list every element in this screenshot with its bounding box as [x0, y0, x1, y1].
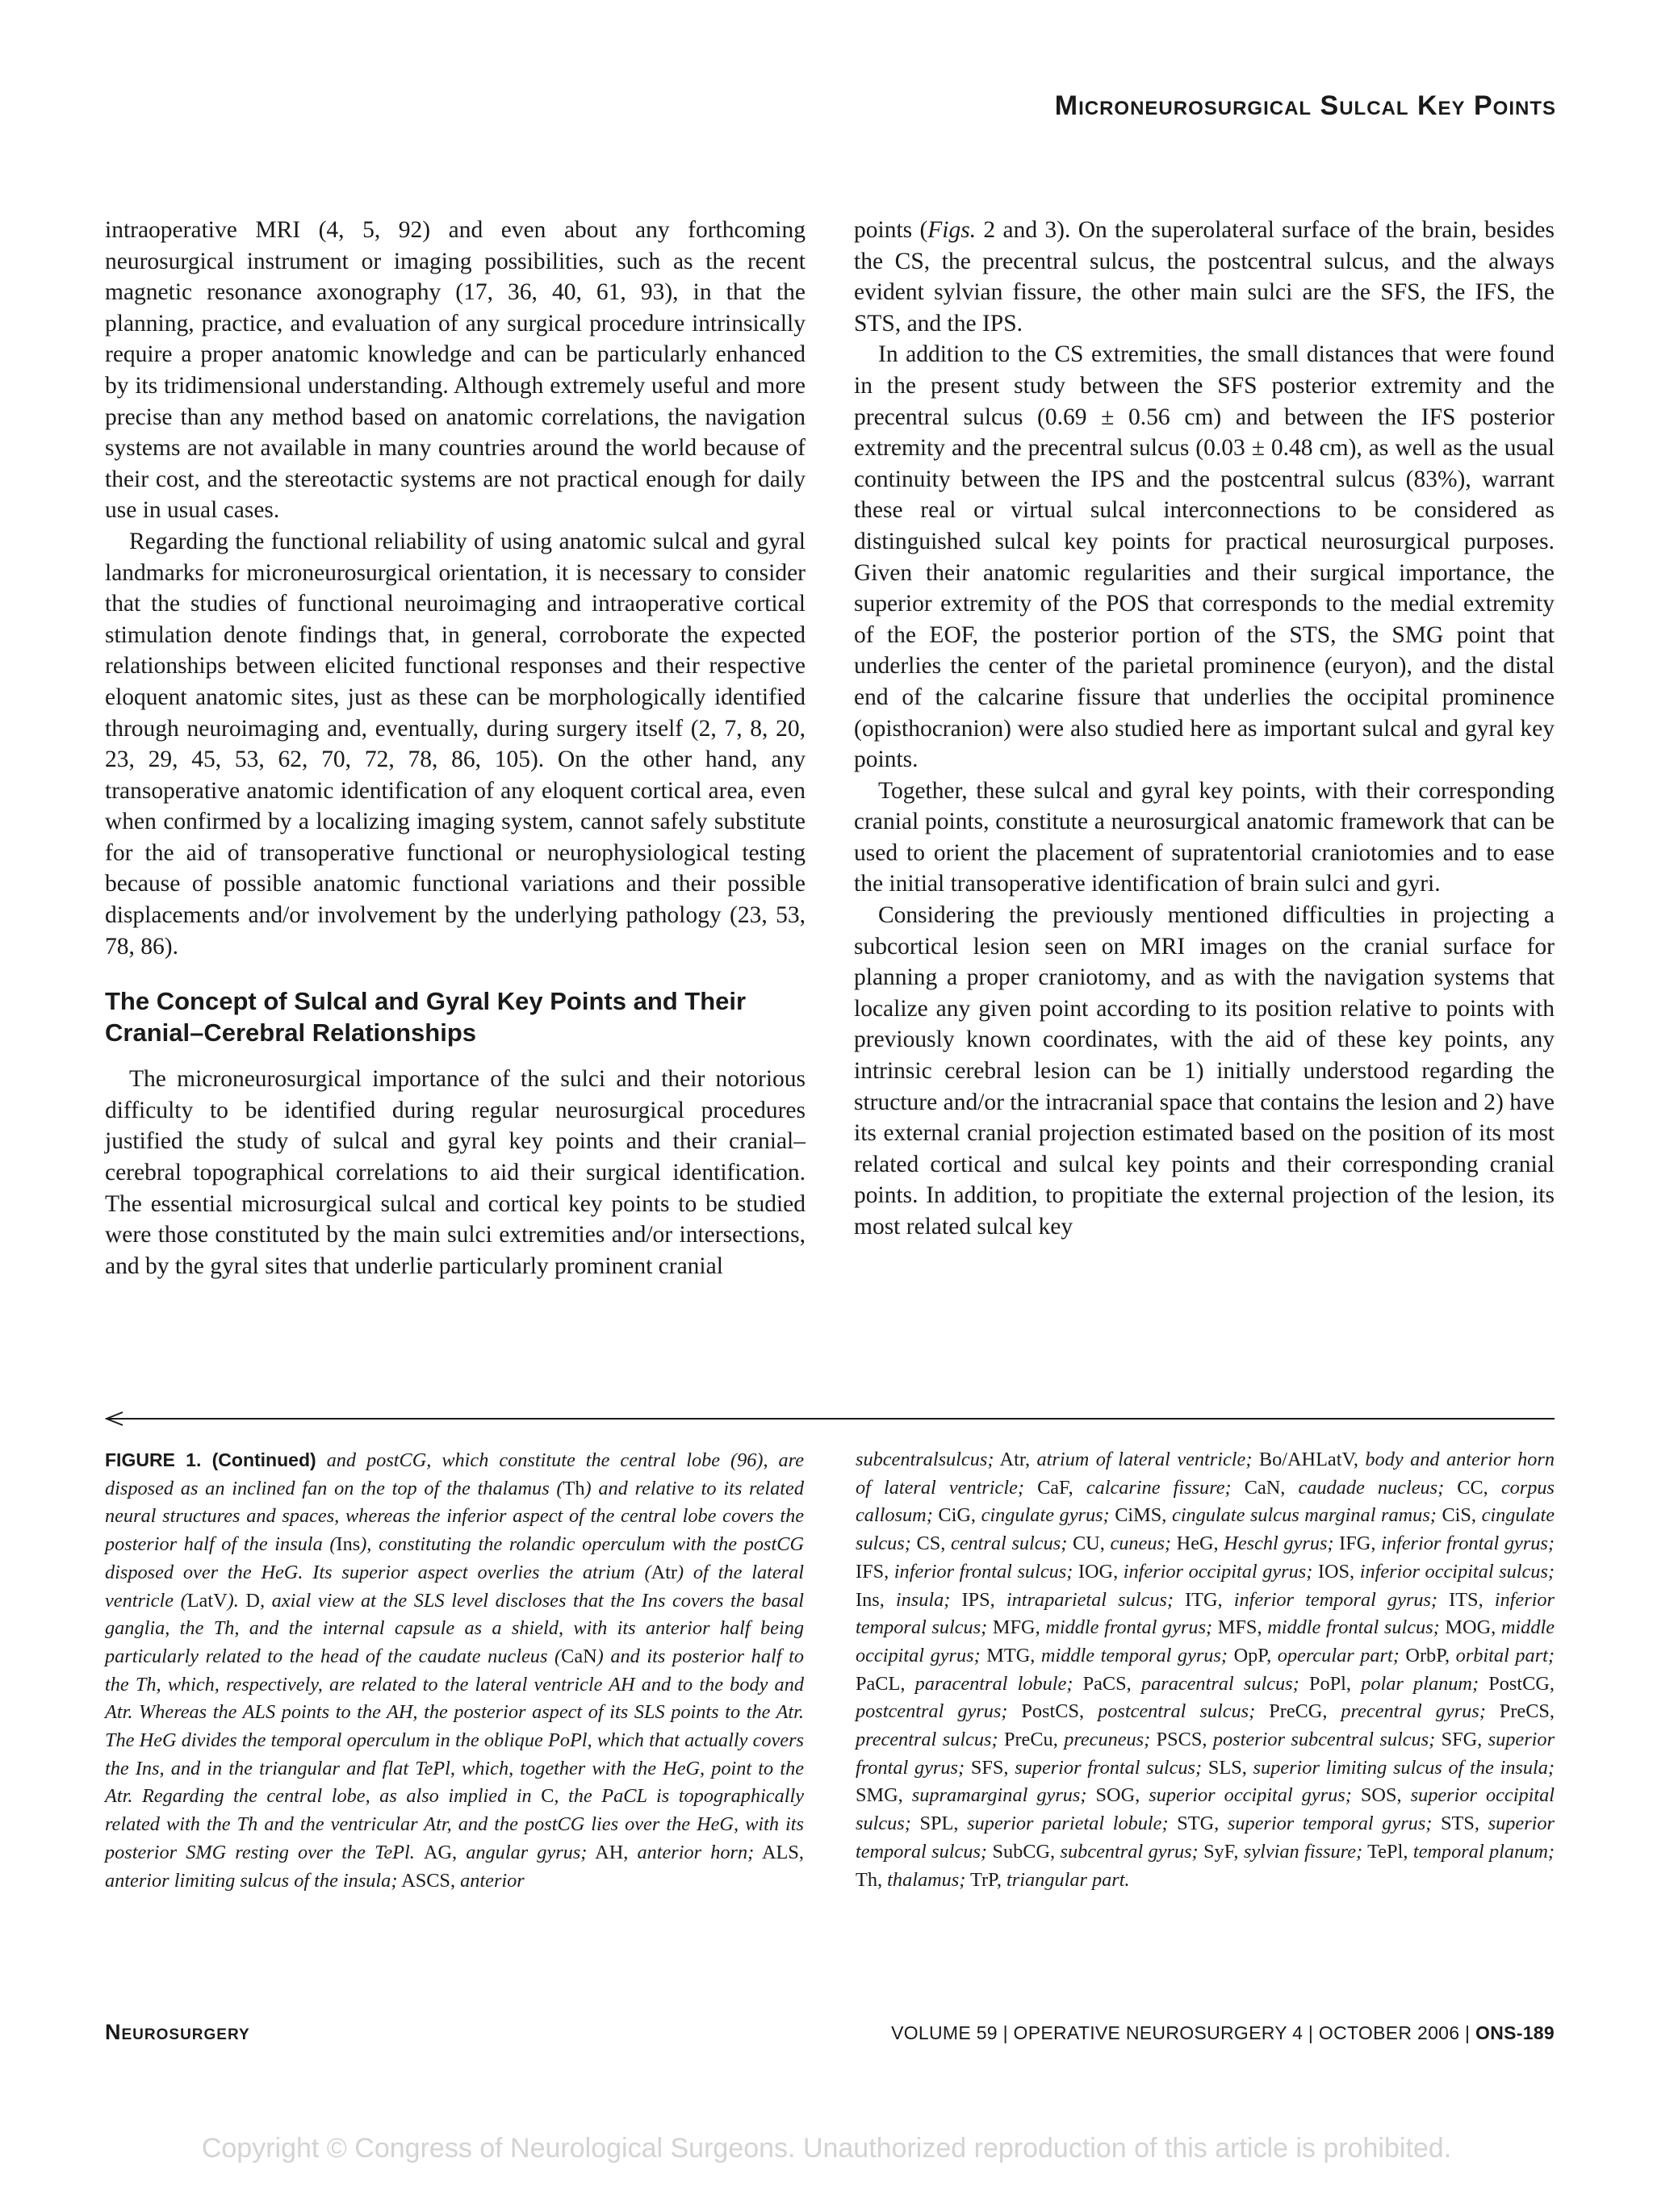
caption-definition: paracentral sulcus; [1140, 1672, 1299, 1695]
caption-definition: middle temporal gyrus; [1040, 1644, 1228, 1666]
caption-term: IOS, [1312, 1560, 1360, 1583]
caption-definition: subcentralsulcus; [856, 1449, 994, 1470]
caption-term: MFG, [987, 1616, 1046, 1639]
caption-definition: ), constituting the rolandic operculum with the postCG disposed over the HeG. Its superior aspect overlies the atrium ( [105, 1533, 804, 1583]
caption-definition: ) of the lateral ventricle ( [105, 1561, 804, 1612]
caption-term: Ins [336, 1533, 361, 1556]
caption-term: Th, [856, 1868, 888, 1891]
caption-definition: paracentral lobule; [914, 1672, 1073, 1695]
caption-definition: ) and its posterior half to the Th, which, respectively, are related to the lateral ventricle AH and to the body and Atr. Whereas the ALS points to the AH, the posterior aspect of its SLS points to the Atr. The HeG divides the temporal operculum in the oblique PoPl, which that actually covers the Ins, and in the triangular and flat TePl, which, together with the HeG, point to the Atr. Regarding the central lobe, as also implied in [105, 1645, 804, 1808]
caption-term: PSCS, [1150, 1729, 1213, 1751]
right-text-column [854, 215, 1555, 1243]
caption-term: AG, [423, 1841, 467, 1863]
caption-definition: precentral gyrus; [1341, 1700, 1486, 1723]
caption-definition: inferior temporal gyrus; [1233, 1588, 1438, 1611]
caption-definition: and postCG, which constitute the central lobe (96), are disposed as an inclined fan on the top of the thalamus ( [105, 1449, 804, 1499]
caption-term: PreCS, [1485, 1700, 1555, 1723]
caption-term: SubCG, [987, 1840, 1061, 1863]
caption-definition: supramarginal gyrus; [911, 1784, 1087, 1807]
caption-term: Th [563, 1477, 585, 1499]
caption-definition: anterior [460, 1869, 525, 1892]
body-paragraph: Together, these sulcal and gyral key points, with their corresponding cranial points, constitute a neurosurgical anatomic framework that can be used to orient the placement of supratentorial craniotomies and to ease the initial transoperative identification of brain sulci and gyri. [854, 777, 1555, 897]
caption-term: IOG, [1073, 1560, 1124, 1583]
caption-term: CaN, [1231, 1476, 1299, 1499]
caption-term: PaCS, [1073, 1672, 1141, 1695]
caption-definition: ). [227, 1589, 246, 1612]
caption-term: CS, [910, 1533, 951, 1555]
caption-definition: middle frontal sulcus; [1267, 1616, 1440, 1639]
caption-term: CiMS, [1109, 1504, 1172, 1527]
caption-term: TrP, [965, 1868, 1007, 1891]
caption-definition: anterior horn; [637, 1841, 755, 1863]
caption-term: Ins, [856, 1588, 896, 1611]
caption-definition: cingulate gyrus; [981, 1504, 1110, 1527]
caption-definition: inferior frontal sulcus; [893, 1560, 1073, 1583]
caption-term: ALS, [754, 1841, 804, 1863]
caption-term: D [245, 1589, 260, 1612]
caption-definition: postcentral gyrus; [856, 1700, 1008, 1723]
caption-term: SFG, [1435, 1729, 1488, 1751]
caption-definition: superior temporal gyrus; [1227, 1813, 1433, 1835]
caption-definition: precuneus; [1064, 1729, 1151, 1751]
caption-term: IFG, [1333, 1533, 1382, 1555]
caption-term: PoPl, [1299, 1672, 1362, 1695]
caption-term: CiS, [1436, 1504, 1482, 1527]
caption-definition: central sulcus; [950, 1533, 1068, 1555]
caption-definition: cingulate sulcus marginal ramus; [1171, 1504, 1437, 1527]
caption-term: SyF, [1198, 1840, 1244, 1863]
caption-term: Atr [651, 1561, 677, 1583]
caption-term: MOG, [1439, 1616, 1501, 1639]
caption-definition: body and anterior horn of lateral ventricle; [856, 1449, 1555, 1499]
caption-term: SMG, [856, 1784, 912, 1807]
caption-term: PreCu, [998, 1729, 1065, 1751]
journal-name: Neurosurgery [105, 2020, 250, 2044]
caption-term: CU, [1067, 1533, 1111, 1555]
caption-term: OpP, [1228, 1644, 1278, 1666]
caption-term: CaF, [1023, 1476, 1086, 1499]
caption-term: SLS, [1202, 1756, 1253, 1779]
caption-definition: , the PaCL is topographically related with the Th and the ventricular Atr, and the postCG lies over the HeG, with its posterior SMG resting over the TePl. [105, 1785, 805, 1863]
caption-term: ITS, [1437, 1588, 1495, 1611]
caption-term: SPL, [910, 1813, 968, 1835]
caption-definition: calcarine fissure; [1086, 1476, 1232, 1499]
copyright-watermark: Copyright © Congress of Neurological Surgeons. Unauthorized reproduction of this article is prohibited. [201, 2133, 1452, 2164]
caption-definition: superior frontal sulcus; [1015, 1756, 1203, 1779]
body-paragraph: The microneurosurgical importance of the sulci and their notorious difficulty to be identified during regular neurosurgical procedures justified the study of sulcal and gyral key points and their cranial–cerebral topographical correlations to aid their surgical identification. The essential microsurgical sulcal and cortical key points to be studied were those constituted by the main sulci extremities and/or intersections, and by the gyral sites that underlie particularly prominent cranial [105, 1066, 806, 1279]
caption-definition: triangular part. [1006, 1868, 1130, 1891]
caption-definition: cuneus; [1110, 1533, 1172, 1555]
caption-definition: superior occipital sulcus; [856, 1784, 1555, 1835]
figure-label: FIGURE 1. (Continued) [105, 1449, 316, 1470]
caption-term: CiG, [932, 1504, 981, 1527]
caption-definition: sylvian fissure; [1243, 1840, 1363, 1863]
caption-definition: superior parietal lobule; [967, 1813, 1169, 1835]
body-paragraph: Regarding the functional reliability of using anatomic sulcal and gyral landmarks for microneurosurgical orientation, it is necessary to consider that the studies of functional neuroimaging and intraoperative cortical stimulation denote findings that, in general, corroborate the expected relationships between elicited functional responses and their respective eloquent anatomic sites, just as these can be morphologically identified through neuroimaging and, eventually, during surgery itself (2, 7, 8, 20, 23, 29, 45, 53, 62, 70, 72, 78, 86, 105). On the other hand, any transoperative anatomic identification of any eloquent cortical area, even when confirmed by a localizing imaging system, cannot safely substitute for the aid of transoperative functional or neurophysiological testing because of possible anatomic functional variations and their possible displacements and/or involvement by the underlying pathology (23, 53, 78, 86). [105, 528, 806, 960]
caption-definition: polar planum; [1361, 1672, 1479, 1695]
caption-term: C [541, 1785, 554, 1808]
caption-term: IFS, [856, 1560, 894, 1583]
section-heading: The Concept of Sulcal and Gyral Key Points and Their Cranial–Cerebral Relationships [105, 987, 747, 1047]
caption-definition: ) and relative to its related neural structures and spaces, whereas the inferior aspect of the central lobe covers the posterior half of the insula ( [105, 1477, 804, 1556]
caption-term: MTG, [980, 1644, 1041, 1666]
caption-term: CC, [1444, 1476, 1501, 1499]
text-segment: points ( [854, 217, 928, 243]
caption-definition: middle occipital gyrus; [856, 1616, 1555, 1666]
caption-term: HeG, [1171, 1533, 1224, 1555]
caption-divider-arrow [105, 1411, 1555, 1427]
body-paragraph: Considering the previously mentioned difficulties in projecting a subcortical lesion seen on MRI images on the cranial surface for planning a proper craniotomy, and as with the navigation systems that localize any given point according to its position relative to points with previously known coordinates, with the aid of these key points, any intrinsic cerebral lesion can be 1) initially understood regarding the structure and/or the intracranial space that contains the lesion and 2) have its external cranial projection estimated based on the position of its most related cortical and sulcal key points and their corresponding cranial points. In addition, to propitiate the external projection of the lesion, its most related sulcal key [854, 902, 1555, 1240]
caption-term: STG, [1168, 1813, 1228, 1835]
figure-caption-left [105, 1446, 804, 1895]
caption-term: ITG, [1173, 1588, 1234, 1611]
page-number: ONS-189 [1475, 2022, 1555, 2043]
caption-definition: , axial view at the SLS level discloses that the Ins covers the basal ganglia, the Th, and the internal capsule as a shield, with its anterior half being particularly related to the head of the caudate nucleus ( [105, 1589, 804, 1667]
caption-term: PostCG, [1479, 1672, 1555, 1695]
figure-reference: Figs. [927, 217, 977, 243]
caption-term: SOS, [1351, 1784, 1411, 1807]
caption-definition: superior limiting sulcus of the insula; [1253, 1756, 1555, 1779]
caption-term: STS, [1432, 1813, 1488, 1835]
caption-definition: superior frontal gyrus; [856, 1729, 1555, 1779]
caption-term: TePl, [1362, 1840, 1413, 1863]
text-segment: 2 and 3). On the superolateral surface of the brain, besides the CS, the precentral sulcus, the postcentral sulcus, and the always evident sylvian fissure, the other main sulci are the SFS, the IFS, the STS, and the IPS. [854, 217, 1555, 337]
caption-definition: orbital part; [1455, 1644, 1555, 1666]
caption-definition: superior occipital gyrus; [1149, 1784, 1352, 1807]
caption-term: MFS, [1212, 1616, 1268, 1639]
caption-definition: insula; [895, 1588, 951, 1611]
body-paragraph: intraoperative MRI (4, 5, 92) and even about any forthcoming neurosurgical instrument or imaging possibilities, such as the recent magnetic resonance axonography (17, 36, 40, 61, 93), in that the planning, practice, and evaluation of any surgical procedure intrinsically require a proper anatomic knowledge and can be particularly enhanced by its tridimensional understanding. Although extremely useful and more precise than any method based on anatomic correlations, the navigation systems are not available in many countries around the world because of their cost, and the stereotactic systems are not practical enough for daily use in usual cases. [105, 217, 806, 524]
left-text-column [105, 215, 806, 1282]
body-paragraph [854, 215, 1555, 339]
volume-info: VOLUME 59 | OPERATIVE NEUROSURGERY 4 | OCTOBER 2006 | [891, 2022, 1476, 2043]
caption-term: AH, [587, 1841, 638, 1863]
caption-definition: inferior temporal sulcus; [856, 1588, 1555, 1639]
caption-definition: intraparietal sulcus; [1006, 1588, 1174, 1611]
caption-definition: anterior limiting sulcus of the insula; [105, 1869, 398, 1892]
caption-term: ASCS, [397, 1869, 461, 1892]
caption-term: LatV [186, 1589, 228, 1612]
caption-term: SOG, [1086, 1784, 1149, 1807]
caption-definition: precentral sulcus; [856, 1729, 998, 1751]
caption-definition: thalamus; [887, 1868, 966, 1891]
caption-term: PostCS, [1007, 1700, 1099, 1723]
caption-term: OrbP, [1399, 1644, 1456, 1666]
caption-definition: angular gyrus; [466, 1841, 588, 1863]
issue-info [891, 2022, 1555, 2044]
caption-term: PaCL, [856, 1672, 915, 1695]
caption-term: CaN [561, 1645, 597, 1667]
figure-caption-right [856, 1446, 1555, 1894]
caption-term: IPS, [950, 1588, 1006, 1611]
caption-definition: caudade nucleus; [1298, 1476, 1445, 1499]
caption-definition: cingulate sulcus; [856, 1504, 1555, 1555]
caption-definition: subcentral gyrus; [1060, 1840, 1199, 1863]
caption-term: PreCG, [1255, 1700, 1341, 1723]
caption-definition: opercular part; [1277, 1644, 1400, 1666]
caption-definition: superior temporal sulcus; [856, 1813, 1555, 1863]
caption-term: SFS, [965, 1756, 1015, 1779]
caption-term: Atr, [994, 1449, 1037, 1470]
caption-definition: inferior frontal gyrus; [1381, 1533, 1555, 1555]
caption-definition: temporal planum; [1412, 1840, 1555, 1863]
caption-definition: Heschl gyrus; [1224, 1533, 1334, 1555]
running-title: Microneurosurgical Sulcal Key Points [1054, 90, 1556, 121]
body-paragraph: In addition to the CS extremities, the small distances that were found in the present study between the SFS posterior extremity and the precentral sulcus (0.69 ± 0.56 cm) and between the IFS posterior extremity and the precentral sulcus (0.03 ± 0.48 cm), as well as the usual continuity between the IPS and the postcentral sulcus (83%), warrant these real or virtual sulcal interconnections to be considered as distinguished sulcal key points for practical neurosurgical purposes. Given their anatomic regularities and their surgical importance, the superior extremity of the POS that corresponds to the medial extremity of the EOF, the posterior portion of the STS, the SMG point that underlies the center of the parietal prominence (euryon), and the distal end of the calcarine fissure that underlies the occipital prominence (opisthocranion) were also studied here as important sulcal and gyral key points. [854, 341, 1555, 773]
caption-definition: atrium of lateral ventricle; [1036, 1449, 1253, 1470]
caption-definition: postcentral sulcus; [1098, 1700, 1256, 1723]
caption-definition: middle frontal gyrus; [1045, 1616, 1213, 1639]
caption-definition: inferior occipital gyrus; [1123, 1560, 1313, 1583]
caption-definition: corpus callosum; [856, 1476, 1555, 1527]
caption-term: Bo/AHLatV, [1252, 1449, 1366, 1470]
caption-definition: posterior subcentral sulcus; [1212, 1729, 1436, 1751]
caption-definition: inferior occipital sulcus; [1359, 1560, 1555, 1583]
